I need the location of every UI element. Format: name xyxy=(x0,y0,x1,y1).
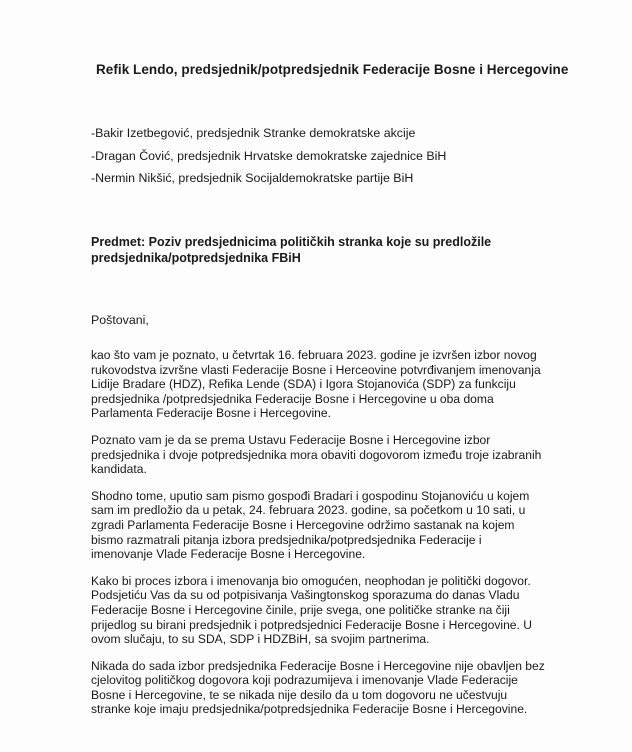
recipient-item: -Dragan Čović, predsjednik Hrvatske demokratske zajednice BiH xyxy=(91,148,447,163)
body-line: predsjednika /potpredsjednika Federacije Bosne i Hercegovine u oba doma xyxy=(91,391,494,406)
body-line: Federacije Bosne i Hercegovine činile, prije svega, one političke stranke na čiji xyxy=(91,602,510,617)
body-paragraph xyxy=(91,489,561,562)
body-paragraph xyxy=(91,348,561,421)
body-line: Kako bi proces izbora i imenovanja bio omogućen, neophodan je politički dogovor. xyxy=(91,573,531,588)
body-line: Lidije Bradare (HDZ), Refika Lende (SDA) i Igora Stojanovića (SDP) za funkciju xyxy=(91,377,516,392)
body-line: cjelovitog političkog dogovora koji podrazumijeva i imenovanje Vlade Federacije xyxy=(91,673,518,688)
body-line: bismo razmatrali pitanja izbora predsjednika/potpredsjednika Federacije i xyxy=(91,532,482,547)
body-line: predsjednika i dvoje potpredsjednika mora obaviti dogovorom između troje izabranih xyxy=(91,447,542,462)
body-line: Nikada do sada izbor predsjednika Federacije Bosne i Hercegovine nije obavljen bez xyxy=(91,658,545,673)
recipient-list xyxy=(91,122,446,190)
body-line: sam im predložio da u petak, 24. februara 2023. godine, sa početkom u 10 sati, u xyxy=(91,503,526,518)
body-line: prijedlog su birani predsjednik i potpredsjednici Federacije Bosne i Hercegovine. U xyxy=(91,617,532,632)
body-line: zgradi Parlamenta Federacije Bosne i Hercegovine održimo sastanak na kojem xyxy=(91,517,515,532)
body-line: stranke koje imaju predsjednika/potpredsjednika Federacije Bosne i Hercegovine. xyxy=(91,702,528,717)
body-line: kandidata. xyxy=(91,462,147,477)
body-line: Shodno tome, uputio sam pismo gospođi Bradari i gospodinu Stojanoviću u kojem xyxy=(91,488,530,503)
salutation: Poštovani, xyxy=(91,313,149,327)
recipient-item: -Bakir Izetbegović, predsjednik Stranke demokratske akcije xyxy=(91,126,416,140)
sender-line: Refik Lendo, predsjednik/potpredsjednik Federacije Bosne i Hercegovine xyxy=(96,62,569,77)
body-line: rukovodstva izvršne vlasti Federacije Bosne i Herceovine potvrđivanjem imenovanja xyxy=(91,362,541,377)
subject-line: predsjednika/potpredsjednika FBiH xyxy=(91,251,301,265)
body-line: imenovanje Vlade Federacije Bosne i Hercegovine. xyxy=(91,547,366,562)
body-line: Parlamenta Federacije Bosne i Hercegovine. xyxy=(91,406,331,421)
body-line: Poznato vam je da se prema Ustavu Federacije Bosne i Hercegovine izbor xyxy=(91,432,491,447)
recipient-item: -Nermin Nikšić, predsjednik Socijaldemokratske partije BiH xyxy=(91,171,414,185)
body-line: Bosne i Hercegovine, te se nikada nije desilo da u tom dogovoru ne učestvuju xyxy=(91,687,508,702)
body-line: Podsjetiću Vas da su od potpisivanja Vašingtonskog sporazuma do danas Vladu xyxy=(91,588,520,603)
letter-body xyxy=(91,348,561,729)
subject-heading xyxy=(91,234,551,266)
subject-line: Predmet: Poziv predsjednicima političkih stranka koje su predložile xyxy=(91,235,492,249)
body-line: kao što vam je poznato, u četvrtak 16. februara 2023. godine je izvršen izbor novog xyxy=(91,348,537,362)
body-paragraph xyxy=(91,574,561,647)
body-paragraph xyxy=(91,433,561,477)
body-paragraph xyxy=(91,659,561,717)
body-line: ovom slučaju, to su SDA, SDP i HDZBiH, sa svojim partnerima. xyxy=(91,632,430,647)
